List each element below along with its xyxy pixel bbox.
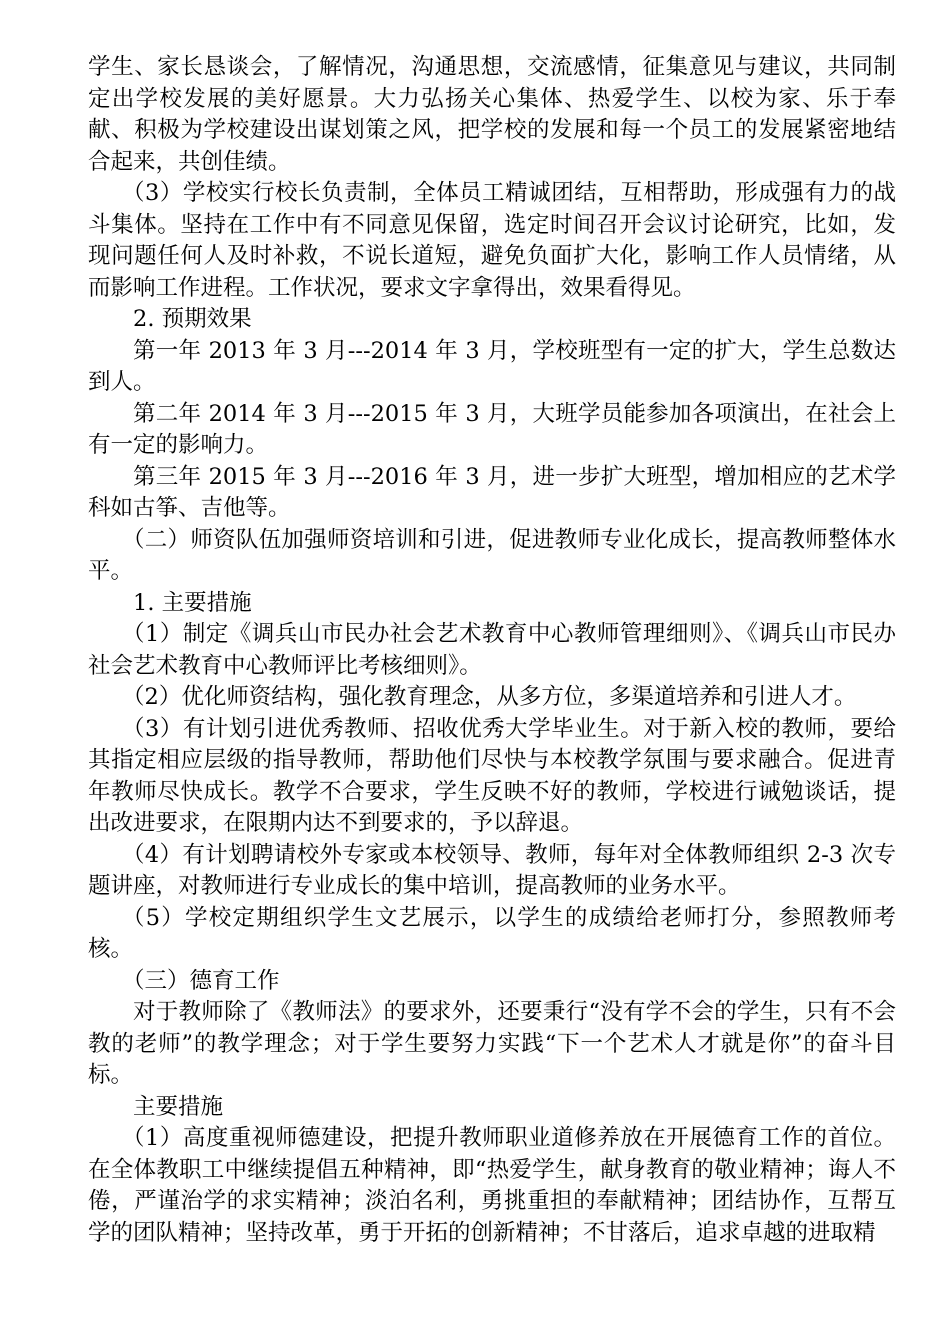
paragraph-measure-1: （1）制定《调兵山市民办社会艺术教育中心教师管理细则》、《调兵山市民办社会艺术教育中心教师评比考核细则》。 (88, 621, 896, 679)
heading-main-measures-2: 主要措施 (133, 1093, 224, 1120)
paragraph-continuation: 学生、家长恳谈会，了解情况，沟通思想，交流感情，征集意见与建议，共同制定出学校发展的美好愿景。大力弘扬关心集体、热爱学生、以校为家、乐于奉献、积极为学校建设出谋划策之风，把学校的发展和每一个员工的发展紧密地结合起来，共创佳绩。 (88, 54, 896, 175)
paragraph-item-3-leadership: （3）学校实行校长负责制，全体员工精诚团结，互相帮助，形成强有力的战斗集体。坚持在工作中有不同意见保留，选定时间召开会议讨论研究，比如，发现问题任何人及时补救，不说长道短，避免负面扩大化，影响工作人员情绪，从而影响工作进程。工作状况，要求文字拿得出，效果看得见。 (88, 180, 896, 301)
heading-main-measures-1: 1. 主要措施 (133, 589, 252, 616)
heading-teacher-team: （二）师资队伍加强师资培训和引进，促进教师专业化成长，提高教师整体水平。 (88, 526, 896, 584)
heading-moral-education: （三）德育工作 (122, 967, 280, 994)
paragraph-measure-3: （3）有计划引进优秀教师、招收优秀大学毕业生。对于新入校的教师，要给其指定相应层级的指导教师，帮助他们尽快与本校教学氛围与要求融合。促进青年教师尽快成长。教学不合要求，学生反映不好的教师，学校进行诫勉谈话，提出改进要求，在限期内达不到要求的，予以辞退。 (88, 715, 896, 836)
paragraph-measure-4: （4）有计划聘请校外专家或本校领导、教师，每年对全体教师组织 2-3 次专题讲座，对教师进行专业成长的集中培训，提高教师的业务水平。 (88, 841, 896, 899)
paragraph-measure-2: （2）优化师资结构，强化教育理念，从多方位，多渠道培养和引进人才。 (122, 684, 857, 710)
paragraph-year-two: 第二年 2014 年 3 月---2015 年 3 月，大班学员能参加各项演出，在社会上有一定的影响力。 (88, 400, 896, 458)
paragraph-year-three: 第三年 2015 年 3 月---2016 年 3 月，进一步扩大班型，增加相应的艺术学科如古筝、吉他等。 (88, 463, 896, 521)
document-page (88, 52, 896, 1249)
paragraph-moral-measure-1: （1）高度重视师德建设，把提升教师职业道修养放在开展德育工作的首位。在全体教职工中继续提倡五种精神，即“热爱学生，献身教育的敬业精神；诲人不倦，严谨治学的求实精神；淡泊名利，勇挑重担的奉献精神；团结协作，互帮互学的团队精神；坚持改革，勇于开拓的创新精神；不甘落后，追求卓越的进取精 (88, 1125, 896, 1246)
paragraph-measure-5: （5）学校定期组织学生文艺展示，以学生的成绩给老师打分，参照教师考核。 (88, 904, 896, 962)
paragraph-year-one: 第一年 2013 年 3 月---2014 年 3 月，学校班型有一定的扩大，学生总数达到人。 (88, 337, 896, 395)
heading-expected-effect: 2. 预期效果 (133, 306, 252, 332)
paragraph-moral-philosophy: 对于教师除了《教师法》的要求外，还要秉行“没有学不会的学生，只有不会教的老师”的教学理念；对于学生要努力实践“下一个艺术人才就是你”的奋斗目标。 (88, 999, 896, 1088)
